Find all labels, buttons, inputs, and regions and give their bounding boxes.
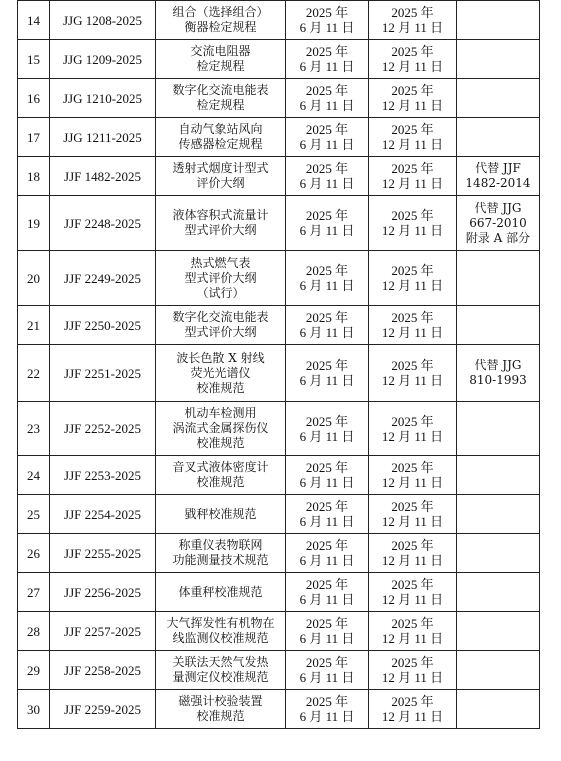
standard-name-line: 检定规程	[196, 59, 245, 73]
implement-date-line: 12 月 11 日	[381, 670, 444, 685]
publish-date-line: 2025 年	[305, 538, 349, 553]
implement-date	[369, 306, 457, 345]
publish-date-line: 2025 年	[305, 44, 349, 59]
table-row	[18, 573, 540, 612]
implement-date	[369, 612, 457, 651]
standard-name-line: 液体容积式流量计	[172, 208, 269, 222]
publish-date	[286, 612, 369, 651]
table-row	[18, 196, 540, 251]
table-row	[18, 495, 540, 534]
publish-date	[286, 534, 369, 573]
implement-date	[369, 1, 457, 40]
table-row	[18, 651, 540, 690]
implement-date-line: 2025 年	[391, 499, 434, 514]
publish-date-line: 2025 年	[305, 161, 349, 176]
standard-code: JJG 1209-2025	[50, 40, 156, 79]
implement-date	[369, 402, 457, 456]
publish-date-line: 6 月 11 日	[299, 137, 355, 152]
standard-name-line: 磁强计校验装置	[178, 694, 263, 708]
standard-name-line: 校准规范	[196, 475, 245, 489]
implement-date-line: 2025 年	[391, 358, 434, 373]
table-row	[18, 251, 540, 306]
standard-name-line: 透射式烟度计型式	[172, 161, 269, 175]
table-row	[18, 306, 540, 345]
standard-name-line: 校准规范	[196, 709, 245, 723]
implement-date-line: 2025 年	[391, 538, 434, 553]
replacement-note	[457, 534, 540, 573]
row-number: 27	[18, 573, 50, 612]
table-body	[18, 1, 540, 729]
row-number: 29	[18, 651, 50, 690]
row-number: 28	[18, 612, 50, 651]
table-row	[18, 612, 540, 651]
standard-name	[156, 495, 286, 534]
standard-name	[156, 456, 286, 495]
row-number: 20	[18, 251, 50, 306]
standard-name-line: 热式燃气表	[190, 255, 251, 270]
replacement-note	[457, 79, 540, 118]
row-number: 19	[18, 196, 50, 251]
replacement-note	[457, 251, 540, 306]
row-number: 23	[18, 402, 50, 456]
standard-name-line: 线监测仪校准规范	[172, 631, 269, 645]
standard-name	[156, 40, 286, 79]
implement-date	[369, 345, 457, 402]
table-row	[18, 40, 540, 79]
replacement-note	[457, 690, 540, 729]
replacement-note	[457, 573, 540, 612]
publish-date-line: 6 月 11 日	[299, 373, 355, 388]
implement-date-line: 2025 年	[391, 122, 434, 137]
implement-date-line: 12 月 11 日	[381, 592, 444, 607]
standard-name-line: 戥秤校准规范	[184, 506, 257, 521]
replacement-note	[457, 345, 540, 402]
replacement-note	[457, 157, 540, 196]
publish-date-line: 2025 年	[305, 122, 349, 137]
implement-date	[369, 456, 457, 495]
standard-name-line: 衡器检定规程	[184, 20, 257, 34]
publish-date-line: 2025 年	[305, 616, 349, 631]
standard-code: JJG 1208-2025	[50, 1, 156, 40]
standard-name-line: 传感器检定规程	[178, 137, 263, 151]
standard-code: JJG 1211-2025	[50, 118, 156, 157]
standard-name	[156, 157, 286, 196]
implement-date-line: 12 月 11 日	[381, 709, 444, 724]
standard-code: JJF 2248-2025	[50, 196, 156, 251]
publish-date-line: 2025 年	[305, 577, 349, 592]
implement-date-line: 12 月 11 日	[381, 428, 444, 444]
standard-code: JJF 2250-2025	[50, 306, 156, 345]
implement-date-line: 12 月 11 日	[381, 325, 444, 340]
implement-date	[369, 573, 457, 612]
implement-date-line: 2025 年	[391, 44, 434, 59]
publish-date-line: 2025 年	[305, 5, 349, 20]
publish-date-line: 2025 年	[305, 208, 349, 223]
table-row	[18, 79, 540, 118]
implement-date	[369, 495, 457, 534]
replacement-note	[457, 118, 540, 157]
implement-date-line: 12 月 11 日	[381, 514, 444, 529]
replacement-note	[457, 196, 540, 251]
publish-date-line: 6 月 11 日	[299, 592, 355, 607]
row-number: 30	[18, 690, 50, 729]
standard-name	[156, 306, 286, 345]
publish-date-line: 6 月 11 日	[299, 59, 355, 74]
standard-name-line: 音叉式液体密度计	[172, 460, 269, 474]
standard-name	[156, 1, 286, 40]
implement-date-line: 2025 年	[391, 616, 434, 631]
implement-date	[369, 79, 457, 118]
publish-date	[286, 690, 369, 729]
publish-date	[286, 345, 369, 402]
implement-date-line: 2025 年	[391, 694, 434, 709]
row-number: 15	[18, 40, 50, 79]
standard-code: JJF 2251-2025	[50, 345, 156, 402]
standard-code: JJG 1210-2025	[50, 79, 156, 118]
publish-date	[286, 251, 369, 306]
publish-date-line: 6 月 11 日	[299, 631, 355, 646]
standard-name	[156, 690, 286, 729]
standard-name-line: 体重秤校准规范	[178, 584, 263, 599]
standard-code: JJF 2255-2025	[50, 534, 156, 573]
table-row	[18, 402, 540, 456]
standard-name-line: 数字化交流电能表	[172, 310, 269, 324]
publish-date-line: 6 月 11 日	[299, 98, 355, 113]
standard-name	[156, 196, 286, 251]
replacement-note	[457, 40, 540, 79]
publish-date-line: 6 月 11 日	[299, 223, 355, 238]
standard-name	[156, 79, 286, 118]
publish-date	[286, 573, 369, 612]
standard-name-line: 自动气象站风向	[178, 122, 263, 136]
replacement-note	[457, 456, 540, 495]
implement-date-line: 2025 年	[391, 83, 434, 98]
replacement-note	[457, 495, 540, 534]
replacement-note	[457, 306, 540, 345]
table-row	[18, 345, 540, 402]
implement-date-line: 12 月 11 日	[381, 20, 444, 35]
table-row	[18, 1, 540, 40]
standard-name-line: 量测定仪校准规范	[172, 670, 269, 684]
replacement-note-line: 代替 JJG	[474, 358, 522, 372]
standard-name	[156, 345, 286, 402]
publish-date-line: 2025 年	[305, 694, 349, 709]
implement-date-line: 2025 年	[391, 263, 434, 278]
implement-date-line: 12 月 11 日	[381, 278, 444, 293]
standard-code: JJF 2258-2025	[50, 651, 156, 690]
standard-name	[156, 402, 286, 456]
publish-date-line: 2025 年	[305, 413, 349, 429]
standard-name	[156, 612, 286, 651]
publish-date-line: 6 月 11 日	[299, 670, 355, 685]
standard-code: JJF 2252-2025	[50, 402, 156, 456]
table-row	[18, 456, 540, 495]
publish-date	[286, 402, 369, 456]
standard-code: JJF 2249-2025	[50, 251, 156, 306]
implement-date-line: 12 月 11 日	[381, 631, 444, 646]
publish-date-line: 6 月 11 日	[299, 709, 355, 724]
replacement-note-line: 810-1993	[469, 373, 527, 387]
standard-code: JJF 2259-2025	[50, 690, 156, 729]
implement-date-line: 12 月 11 日	[381, 59, 444, 74]
implement-date	[369, 157, 457, 196]
implement-date-line: 2025 年	[391, 460, 434, 475]
standard-name	[156, 251, 286, 306]
row-number: 16	[18, 79, 50, 118]
standard-name-line: 机动车检测用	[184, 406, 257, 420]
standard-name-line: 数字化交流电能表	[172, 83, 269, 97]
replacement-note-line: 附录 A 部分	[465, 230, 531, 245]
standard-name-line: 涡流式金属探伤仪	[172, 421, 269, 435]
implement-date-line: 2025 年	[391, 5, 434, 20]
standard-code: JJF 2256-2025	[50, 573, 156, 612]
publish-date-line: 2025 年	[305, 263, 349, 278]
standard-name-line: （试行）	[196, 285, 245, 300]
publish-date-line: 2025 年	[305, 358, 349, 373]
replacement-note-line: 667-2010	[469, 215, 527, 230]
implement-date	[369, 651, 457, 690]
standard-code: JJF 2257-2025	[50, 612, 156, 651]
standard-name-line: 组合（选择组合）	[172, 5, 269, 19]
publish-date	[286, 118, 369, 157]
standard-name-line: 检定规程	[196, 98, 245, 112]
standards-table	[17, 0, 540, 729]
standard-code: JJF 1482-2025	[50, 157, 156, 196]
publish-date	[286, 157, 369, 196]
publish-date	[286, 196, 369, 251]
implement-date	[369, 251, 457, 306]
publish-date	[286, 40, 369, 79]
standard-name-line: 称重仪表物联网	[178, 538, 263, 552]
publish-date	[286, 456, 369, 495]
replacement-note	[457, 402, 540, 456]
row-number: 18	[18, 157, 50, 196]
replacement-note-line: 代替 JJG	[474, 200, 522, 215]
replacement-note-line: 代替 JJF	[475, 161, 521, 175]
publish-date-line: 6 月 11 日	[299, 20, 355, 35]
publish-date-line: 6 月 11 日	[299, 514, 355, 529]
implement-date	[369, 40, 457, 79]
implement-date-line: 12 月 11 日	[381, 176, 444, 191]
publish-date-line: 2025 年	[305, 310, 349, 325]
standard-name-line: 评价大纲	[196, 176, 245, 190]
implement-date-line: 12 月 11 日	[381, 223, 444, 238]
publish-date-line: 2025 年	[305, 655, 349, 670]
implement-date-line: 12 月 11 日	[381, 137, 444, 152]
replacement-note-line: 1482-2014	[465, 176, 531, 190]
publish-date	[286, 495, 369, 534]
implement-date-line: 12 月 11 日	[381, 475, 444, 490]
row-number: 21	[18, 306, 50, 345]
replacement-note	[457, 1, 540, 40]
publish-date-line: 6 月 11 日	[299, 176, 355, 191]
publish-date	[286, 651, 369, 690]
publish-date-line: 2025 年	[305, 499, 349, 514]
implement-date-line: 12 月 11 日	[381, 98, 444, 113]
implement-date-line: 2025 年	[391, 208, 434, 223]
standard-name	[156, 118, 286, 157]
implement-date-line: 2025 年	[391, 413, 434, 429]
standard-name	[156, 573, 286, 612]
implement-date-line: 12 月 11 日	[381, 373, 444, 388]
table-row	[18, 118, 540, 157]
standard-name-line: 功能测量技术规范	[172, 553, 269, 567]
implement-date-line: 12 月 11 日	[381, 553, 444, 568]
publish-date	[286, 306, 369, 345]
implement-date	[369, 196, 457, 251]
publish-date-line: 6 月 11 日	[299, 475, 355, 490]
replacement-note	[457, 651, 540, 690]
table-row	[18, 690, 540, 729]
standard-name-line: 荧光光谱仪	[190, 365, 251, 380]
standard-name-line: 关联法天然气发热	[172, 655, 269, 669]
implement-date-line: 2025 年	[391, 161, 434, 176]
publish-date-line: 6 月 11 日	[299, 325, 355, 340]
standard-name-line: 交流电阻器	[190, 44, 251, 58]
standard-name-line: 波长色散 X 射线	[176, 350, 265, 365]
publish-date-line: 2025 年	[305, 460, 349, 475]
publish-date	[286, 79, 369, 118]
table-row	[18, 534, 540, 573]
table-row	[18, 157, 540, 196]
implement-date-line: 2025 年	[391, 310, 434, 325]
row-number: 22	[18, 345, 50, 402]
publish-date	[286, 1, 369, 40]
implement-date	[369, 534, 457, 573]
publish-date-line: 6 月 11 日	[299, 553, 355, 568]
standard-code: JJF 2253-2025	[50, 456, 156, 495]
standard-name-line: 型式评价大纲	[184, 325, 257, 339]
standard-name-line: 校准规范	[196, 380, 245, 395]
implement-date-line: 2025 年	[391, 577, 434, 592]
publish-date-line: 6 月 11 日	[299, 278, 355, 293]
publish-date-line: 6 月 11 日	[299, 428, 355, 444]
standard-code: JJF 2254-2025	[50, 495, 156, 534]
implement-date-line: 2025 年	[391, 655, 434, 670]
row-number: 25	[18, 495, 50, 534]
standard-name-line: 大气挥发性有机物在	[166, 616, 275, 630]
standard-name-line: 校准规范	[196, 436, 245, 450]
row-number: 26	[18, 534, 50, 573]
row-number: 14	[18, 1, 50, 40]
implement-date	[369, 118, 457, 157]
row-number: 17	[18, 118, 50, 157]
standard-name	[156, 534, 286, 573]
standard-name	[156, 651, 286, 690]
replacement-note	[457, 612, 540, 651]
standard-name-line: 型式评价大纲	[184, 223, 257, 237]
implement-date	[369, 690, 457, 729]
standard-name-line: 型式评价大纲	[184, 270, 257, 285]
row-number: 24	[18, 456, 50, 495]
publish-date-line: 2025 年	[305, 83, 349, 98]
